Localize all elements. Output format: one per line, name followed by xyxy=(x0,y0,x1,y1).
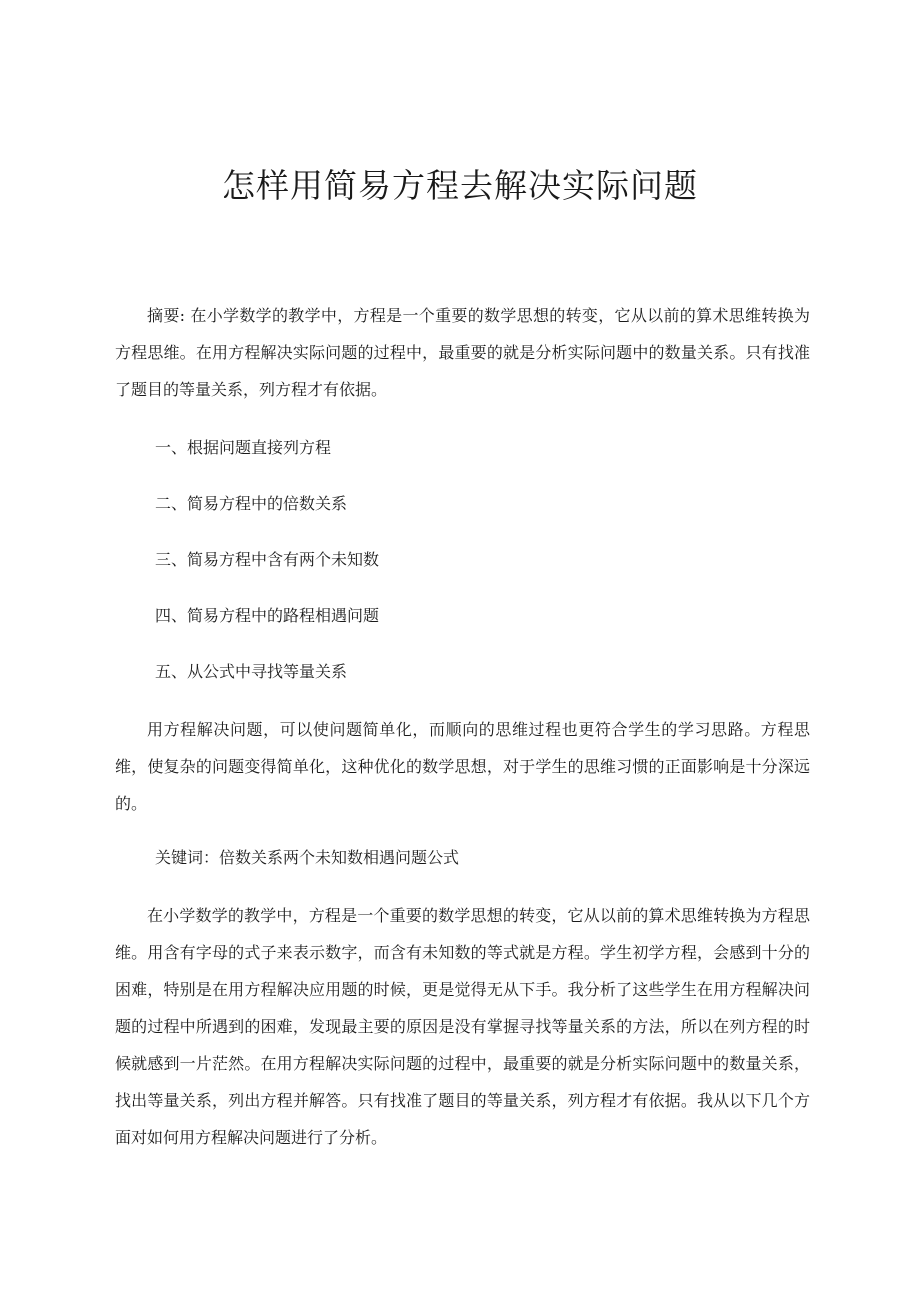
section-heading-5: 五、从公式中寻找等量关系 xyxy=(155,662,348,681)
keywords-line: 关键词：倍数关系两个未知数相遇问题公式 xyxy=(155,848,460,867)
abstract-paragraph xyxy=(115,297,810,408)
document-title: 怎样用简易方程去解决实际问题 xyxy=(222,166,698,205)
section-heading-1: 一、根据问题直接列方程 xyxy=(155,438,332,457)
abstract-text: 在小学数学的教学中，方程是一个重要的数学思想的转变，它从以前的算术思维转换为方程思维。在用方程解决实际问题的过程中，最重要的就是分析实际问题中的数量关系。只有找准了题目的等量关系，列方程才有依据。 xyxy=(115,306,810,399)
section-heading-3: 三、简易方程中含有两个未知数 xyxy=(155,550,380,569)
abstract-label: 摘要: xyxy=(147,306,186,325)
body-paragraph: 在小学数学的教学中，方程是一个重要的数学思想的转变，它从以前的算术思维转换为方程思维。用含有字母的式子来表示数字，而含有未知数的等式就是方程。学生初学方程，会感到十分的困难，特别是在用方程解决应用题的时候，更是觉得无从下手。我分析了这些学生在用方程解决问题的过程中所遇到的困难，发现最主要的原因是没有掌握寻找等量关系的方法，所以在列方程的时候就感到一片茫然。在用方程解决实际问题的过程中，最重要的就是分析实际问题中的数量关系，找出等量关系，列出方程并解答。只有找准了题目的等量关系，列方程才有依据。我从以下几个方面对如何用方程解决问题进行了分析。 xyxy=(115,906,810,1147)
section-heading-4: 四、简易方程中的路程相遇问题 xyxy=(155,606,380,625)
summary-paragraph: 用方程解决问题，可以使问题简单化，而顺向的思维过程也更符合学生的学习思路。方程思维，使复杂的问题变得简单化，这种优化的数学思想，对于学生的思维习惯的正面影响是十分深远的。 xyxy=(115,720,810,813)
section-heading-2: 二、简易方程中的倍数关系 xyxy=(155,494,348,513)
